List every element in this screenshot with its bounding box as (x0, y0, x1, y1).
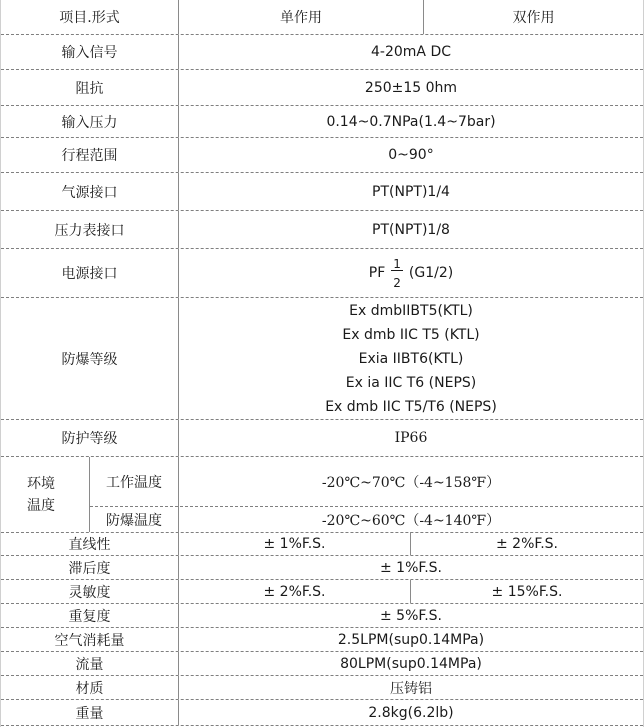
row-value (179, 249, 643, 297)
row-label: 防爆等级 (61, 351, 118, 368)
row-label: 电源接口 (61, 266, 118, 282)
table-row (1, 106, 643, 138)
environment-label: 环境 温度 (27, 475, 55, 514)
row-value-single: ± 2%F.S. (263, 583, 326, 600)
row-label: 流量 (75, 656, 104, 673)
header-item-label: 项目.形式 (59, 10, 120, 26)
explosion-grade-item: Ex ia IIC T6 (NEPS) (345, 374, 477, 391)
table-row (1, 532, 643, 556)
table-row (1, 580, 643, 604)
fraction-denominator: 2 (393, 275, 401, 290)
explosion-temp-label: 防爆温度 (106, 512, 162, 529)
row-label: 防护等级 (61, 431, 118, 447)
row-label: 滞后度 (68, 560, 111, 577)
working-temp-label: 工作温度 (106, 474, 162, 491)
row-value: 2.8kg(6.2lb) (368, 704, 454, 721)
value-prefix: PF (368, 265, 386, 281)
row-value: 80LPM(sup0.14MPa) (340, 655, 482, 672)
table-row (1, 138, 643, 173)
fraction-numerator: 1 (393, 256, 401, 271)
row-value: ± 5%F.S. (380, 607, 442, 624)
row-label: 压力表接口 (54, 222, 125, 239)
row-label: 重量 (75, 705, 104, 722)
table-row (1, 173, 643, 211)
table-row (1, 70, 643, 106)
row-label: 重复度 (68, 608, 111, 625)
explosion-temp-row (90, 507, 643, 532)
row-label: 灵敏度 (68, 584, 111, 601)
table-row (1, 700, 643, 726)
table-row (1, 249, 643, 298)
explosion-grade-item: Ex dmb IIC T5/T6 (NEPS) (325, 398, 497, 415)
explosion-grade-item: Ex dmbIIBT5(KTL) (349, 302, 473, 319)
row-label: 气源接口 (61, 184, 118, 201)
table-header-row (1, 0, 643, 35)
row-label: 阻抗 (75, 80, 104, 97)
row-label: 输入信号 (61, 45, 118, 61)
table-row (1, 556, 643, 580)
table-row (1, 211, 643, 249)
row-value: 0.14~0.7NPa(1.4~7bar) (326, 113, 496, 130)
row-value-double: ± 2%F.S. (496, 535, 558, 552)
row-label: 直线性 (68, 536, 111, 553)
header-double-acting: 双作用 (512, 10, 555, 26)
table-row (1, 420, 643, 457)
row-value: IP66 (394, 430, 428, 446)
row-value: 0~90° (388, 147, 434, 163)
table-row (1, 628, 643, 652)
explosion-temp-value: -20℃~60℃（-4~140℉） (321, 512, 501, 529)
row-value: 压铸铝 (390, 680, 432, 697)
table-row (1, 298, 643, 420)
header-single-acting: 单作用 (280, 10, 322, 26)
table-row (1, 676, 643, 700)
environment-block (1, 457, 643, 532)
row-value-list (179, 298, 643, 419)
row-label: 空气消耗量 (54, 632, 125, 649)
row-value-double: ± 15%F.S. (491, 583, 563, 600)
value-suffix: (G1/2) (408, 265, 454, 281)
table-row (1, 604, 643, 628)
row-value: PT(NPT)1/8 (372, 221, 450, 238)
row-value: ± 1%F.S. (380, 559, 442, 576)
row-label: 材质 (75, 680, 104, 697)
row-label: 行程范围 (61, 148, 118, 164)
row-value: 250±15 0hm (364, 79, 458, 96)
fraction-half (391, 256, 403, 290)
working-temp-row (90, 457, 643, 507)
table-row (1, 35, 643, 70)
working-temp-value: -20℃~70℃（-4~158℉） (321, 474, 501, 491)
table-row (1, 652, 643, 676)
row-value: PT(NPT)1/4 (372, 183, 450, 200)
row-value: 2.5LPM(sup0.14MPa) (337, 631, 485, 648)
row-value: 4-20mA DC (371, 44, 451, 60)
row-value-single: ± 1%F.S. (263, 535, 326, 552)
explosion-grade-item: Ex dmb IIC T5 (KTL) (342, 326, 480, 343)
row-label: 输入压力 (61, 114, 118, 131)
explosion-grade-item: Exia IIBT6(KTL) (358, 350, 464, 367)
